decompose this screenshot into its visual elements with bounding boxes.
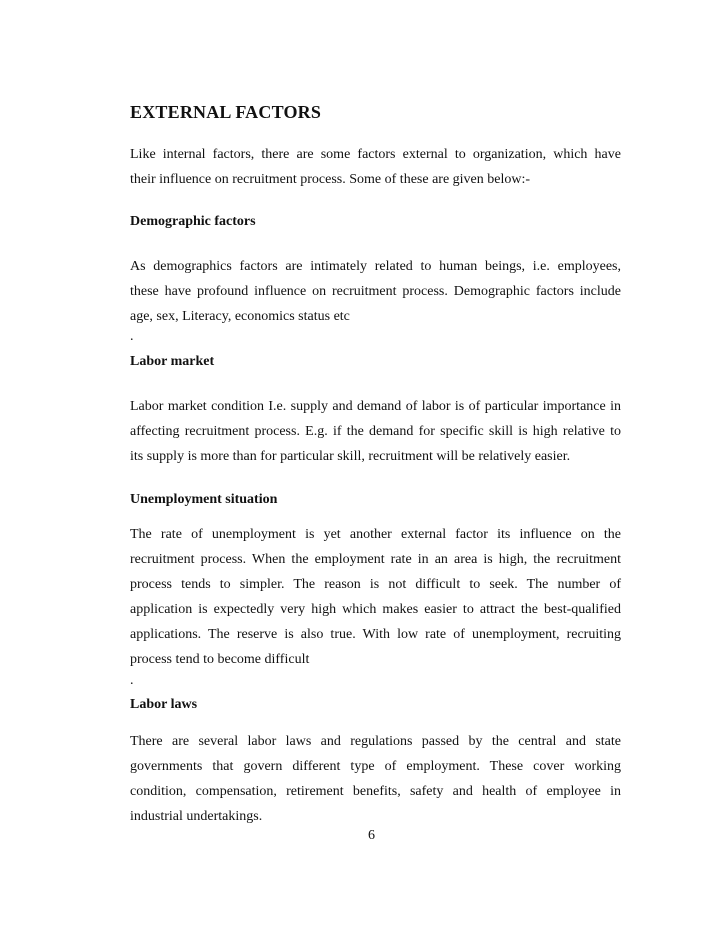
unemployment-situation-paragraph: [130, 522, 621, 672]
page-number: 6: [368, 828, 375, 843]
paragraph-line: these have profound influence on recruitment process. Demographic factors include: [130, 284, 621, 299]
trailing-dot: .: [130, 673, 134, 688]
paragraph-line: process tends to simpler. The reason is not difficult to seek. The number of: [130, 577, 621, 592]
section-heading-labor-laws: Labor laws: [130, 697, 198, 712]
paragraph-line: process tend to become difficult: [130, 652, 310, 667]
paragraph-line: governments that govern different type of employment. These cover working: [130, 759, 621, 774]
paragraph-line: their influence on recruitment process. Some of these are given below:-: [130, 172, 531, 187]
paragraph-line: recruitment process. When the employment rate in an area is high, the recruitment: [130, 552, 621, 567]
intro-paragraph: [130, 142, 621, 192]
paragraph-line: The rate of unemployment is yet another external factor its influence on the: [130, 527, 621, 542]
demographic-factors-paragraph: [130, 254, 621, 329]
trailing-dot: .: [130, 329, 134, 344]
page-title: EXTERNAL FACTORS: [130, 102, 322, 122]
paragraph-line: Labor market condition I.e. supply and demand of labor is of particular importance in: [130, 399, 621, 414]
paragraph-line: application is expectedly very high which makes easier to attract the best-qualified: [130, 602, 621, 617]
labor-market-paragraph: [130, 394, 621, 469]
paragraph-line: applications. The reserve is also true. With low rate of unemployment, recruiting: [130, 627, 621, 642]
section-heading-demographic-factors: Demographic factors: [130, 214, 256, 229]
paragraph-line: industrial undertakings.: [130, 809, 263, 824]
paragraph-line: There are several labor laws and regulations passed by the central and state: [130, 734, 621, 749]
paragraph-line: its supply is more than for particular skill, recruitment will be relatively easier.: [130, 449, 571, 464]
paragraph-line: Like internal factors, there are some factors external to organization, which have: [130, 147, 621, 162]
paragraph-line: condition, compensation, retirement benefits, safety and health of employee in: [130, 784, 621, 799]
paragraph-line: As demographics factors are intimately related to human beings, i.e. employees,: [130, 259, 621, 274]
section-heading-unemployment-situation: Unemployment situation: [130, 492, 278, 507]
labor-laws-paragraph: [130, 729, 621, 829]
paragraph-line: affecting recruitment process. E.g. if the demand for specific skill is high relative to: [130, 424, 621, 439]
paragraph-line: age, sex, Literacy, economics status etc: [130, 309, 350, 324]
section-heading-labor-market: Labor market: [130, 354, 215, 369]
